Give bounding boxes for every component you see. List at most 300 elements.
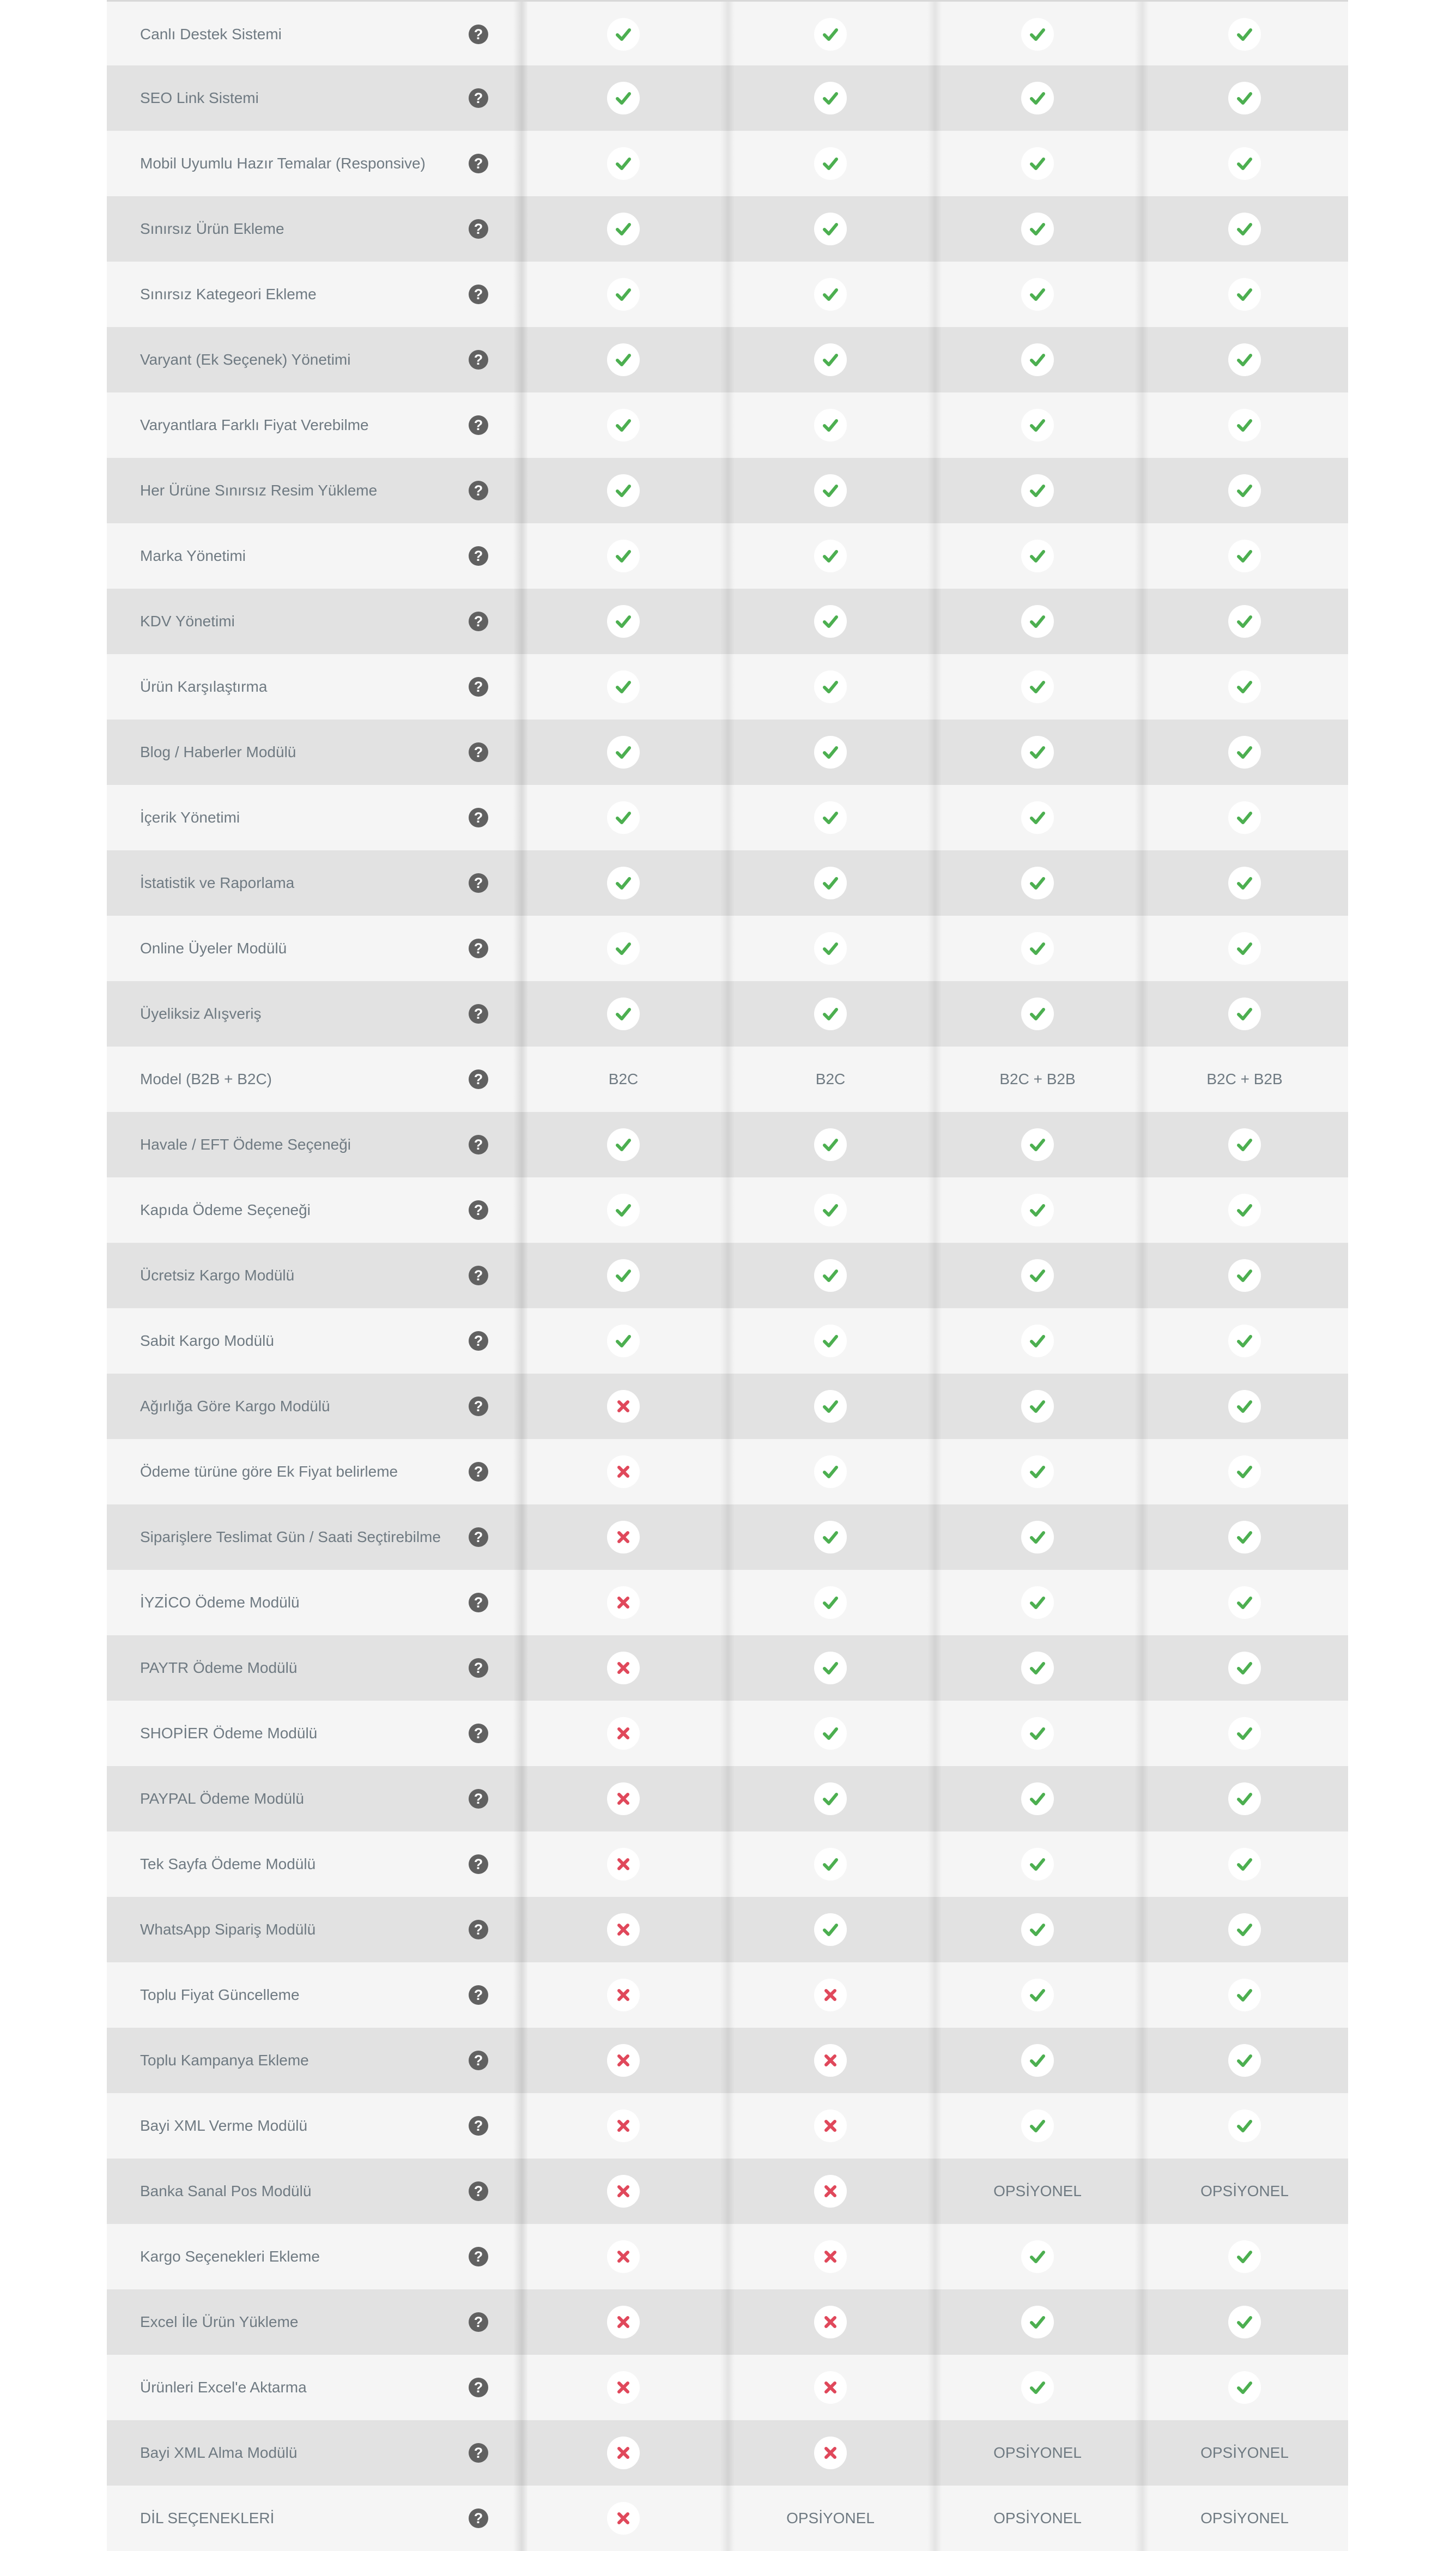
check-icon (814, 474, 847, 507)
check-icon (1021, 670, 1054, 703)
plan-3-cell (934, 2, 1141, 67)
question-circle-icon[interactable]: ? (469, 1985, 488, 2005)
check-icon (1228, 18, 1261, 51)
feature-label: Her Ürüne Sınırsız Resim Yükleme (140, 482, 378, 499)
cross-icon (607, 1913, 640, 1946)
feature-cell (107, 1766, 520, 1831)
check-icon (1021, 1194, 1054, 1226)
plan-3-cell (934, 2486, 1141, 2551)
cross-icon (814, 2306, 847, 2338)
check-icon (607, 409, 640, 442)
question-circle-icon[interactable]: ? (469, 1004, 488, 1024)
question-circle-icon[interactable]: ? (469, 1266, 488, 1285)
check-icon (1228, 343, 1261, 376)
feature-label: PAYTR Ödeme Modülü (140, 1659, 298, 1676)
question-circle-icon[interactable]: ? (469, 1069, 488, 1089)
plan-4-cell (1141, 1635, 1348, 1701)
plan-3-cell (934, 1897, 1141, 1962)
plan-1-cell (520, 850, 727, 916)
check-icon (1228, 1259, 1261, 1292)
table-row (107, 1962, 1348, 2028)
plan-3-cell (934, 2028, 1141, 2093)
plan-1-cell (520, 720, 727, 785)
plan-3-cell (934, 523, 1141, 589)
cross-icon (607, 2240, 640, 2273)
plan-3-cell (934, 2224, 1141, 2289)
feature-cell (107, 654, 520, 720)
plan-2-cell (727, 981, 934, 1047)
feature-cell (107, 785, 520, 850)
plan-2-cell (727, 1635, 934, 1701)
plan-1-cell (520, 654, 727, 720)
check-icon (607, 1325, 640, 1357)
feature-cell (107, 2289, 520, 2355)
check-icon (607, 474, 640, 507)
table-row (107, 65, 1348, 131)
plan-1-cell (520, 2028, 727, 2093)
plan-4-cell (1141, 327, 1348, 392)
feature-label: Toplu Fiyat Güncelleme (140, 1986, 300, 2003)
plan-4-cell (1141, 589, 1348, 654)
check-icon (814, 1325, 847, 1357)
plan-4-cell (1141, 458, 1348, 523)
plan-3-cell (934, 1374, 1141, 1439)
plan-4-cell (1141, 392, 1348, 458)
feature-label: İstatistik ve Raporlama (140, 874, 295, 891)
feature-label: KDV Yönetimi (140, 613, 235, 630)
feature-label: Bayi XML Alma Modülü (140, 2444, 298, 2461)
question-circle-icon[interactable]: ? (469, 1593, 488, 1612)
plan-1-cell (520, 1897, 727, 1962)
table-row (107, 1504, 1348, 1570)
feature-cell (107, 196, 520, 262)
check-icon (1228, 1652, 1261, 1684)
plan-4-cell (1141, 2289, 1348, 2355)
check-icon (1228, 1717, 1261, 1750)
question-circle-icon[interactable]: ? (469, 415, 488, 435)
check-icon (814, 670, 847, 703)
plan-4-cell (1141, 654, 1348, 720)
plan-1-cell (520, 981, 727, 1047)
table-row (107, 131, 1348, 196)
plan-3-cell (934, 1504, 1141, 1570)
question-circle-icon[interactable]: ? (469, 677, 488, 697)
check-icon (1228, 2306, 1261, 2338)
plan-2-cell (727, 654, 934, 720)
check-icon (1228, 1782, 1261, 1815)
check-icon (607, 670, 640, 703)
plan-3-cell (934, 589, 1141, 654)
plan-3-cell (934, 785, 1141, 850)
question-circle-icon[interactable]: ? (469, 1135, 488, 1154)
check-icon (814, 540, 847, 572)
check-icon (814, 736, 847, 769)
feature-label: WhatsApp Sipariş Modülü (140, 1921, 316, 1938)
question-circle-icon[interactable]: ? (469, 546, 488, 566)
question-circle-icon[interactable]: ? (469, 285, 488, 304)
question-circle-icon[interactable]: ? (469, 154, 488, 173)
feature-comparison-table (107, 0, 1348, 2551)
plan-1-cell (520, 2, 727, 67)
feature-cell (107, 1504, 520, 1570)
plan-3-cell (934, 720, 1141, 785)
table-row (107, 981, 1348, 1047)
feature-cell (107, 2486, 520, 2551)
check-icon (1228, 867, 1261, 899)
check-icon (607, 18, 640, 51)
question-circle-icon[interactable]: ? (469, 2051, 488, 2070)
question-circle-icon[interactable]: ? (469, 2443, 488, 2463)
question-circle-icon[interactable]: ? (469, 1724, 488, 1743)
table-row (107, 2028, 1348, 2093)
plan-1-cell (520, 1635, 727, 1701)
plan-1-cell (520, 392, 727, 458)
cross-icon (607, 1652, 640, 1684)
question-circle-icon[interactable]: ? (469, 808, 488, 827)
feature-cell (107, 2420, 520, 2486)
question-circle-icon[interactable]: ? (469, 2508, 488, 2528)
check-icon (607, 278, 640, 311)
check-icon (1021, 1979, 1054, 2011)
question-circle-icon[interactable]: ? (469, 350, 488, 370)
check-icon (814, 1652, 847, 1684)
question-circle-icon[interactable]: ? (469, 1397, 488, 1416)
feature-cell (107, 1635, 520, 1701)
table-row (107, 720, 1348, 785)
plan-1-cell (520, 1570, 727, 1635)
feature-label: Üyeliksiz Alışveriş (140, 1005, 262, 1022)
table-row (107, 916, 1348, 981)
plan-3-cell (934, 2093, 1141, 2159)
plan-value-text: OPSİYONEL (993, 2510, 1082, 2526)
table-row (107, 1766, 1348, 1831)
plan-4-cell (1141, 850, 1348, 916)
question-circle-icon[interactable]: ? (469, 939, 488, 958)
check-icon (814, 409, 847, 442)
question-circle-icon[interactable]: ? (469, 1462, 488, 1482)
plan-1-cell (520, 1047, 727, 1112)
plan-1-cell (520, 2093, 727, 2159)
feature-cell (107, 392, 520, 458)
feature-label: Siparişlere Teslimat Gün / Saati Seçtirebilme (140, 1528, 441, 1545)
check-icon (607, 1194, 640, 1226)
feature-label: PAYPAL Ödeme Modülü (140, 1790, 304, 1807)
plan-1-cell (520, 1504, 727, 1570)
question-circle-icon[interactable]: ? (469, 481, 488, 500)
feature-cell (107, 523, 520, 589)
check-icon (1021, 605, 1054, 638)
feature-label: İYZİCO Ödeme Modülü (140, 1594, 300, 1611)
question-circle-icon[interactable]: ? (469, 2247, 488, 2266)
plan-3-cell (934, 2289, 1141, 2355)
plan-1-cell (520, 2159, 727, 2224)
plan-4-cell (1141, 1439, 1348, 1504)
plan-3-cell (934, 1962, 1141, 2028)
check-icon (1021, 1652, 1054, 1684)
feature-cell (107, 2093, 520, 2159)
check-icon (607, 213, 640, 245)
plan-4-cell (1141, 1766, 1348, 1831)
check-icon (607, 736, 640, 769)
check-icon (1021, 2371, 1054, 2404)
feature-cell (107, 1897, 520, 1962)
cross-icon (607, 2502, 640, 2535)
plan-value-text: B2C + B2B (999, 1071, 1076, 1087)
plan-1-cell (520, 1308, 727, 1374)
table-row (107, 2486, 1348, 2551)
question-circle-icon[interactable]: ? (469, 2378, 488, 2397)
cross-icon (607, 1586, 640, 1619)
check-icon (607, 932, 640, 965)
feature-cell (107, 2224, 520, 2289)
table-row (107, 392, 1348, 458)
check-icon (1021, 1390, 1054, 1423)
plan-2-cell (727, 589, 934, 654)
check-icon (1021, 932, 1054, 965)
table-row (107, 2159, 1348, 2224)
plan-1-cell (520, 1962, 727, 2028)
check-icon (1228, 801, 1261, 834)
table-row (107, 589, 1348, 654)
feature-label: Sabit Kargo Modülü (140, 1332, 274, 1349)
plan-3-cell (934, 65, 1141, 131)
plan-3-cell (934, 1243, 1141, 1308)
plan-4-cell (1141, 1504, 1348, 1570)
plan-2-cell (727, 2224, 934, 2289)
check-icon (814, 1586, 847, 1619)
plan-4-cell (1141, 1701, 1348, 1766)
plan-1-cell (520, 262, 727, 327)
question-circle-icon[interactable]: ? (469, 25, 488, 44)
plan-3-cell (934, 654, 1141, 720)
plan-4-cell (1141, 1177, 1348, 1243)
feature-label: Varyantlara Farklı Fiyat Verebilme (140, 416, 369, 433)
table-row (107, 2289, 1348, 2355)
plan-1-cell (520, 523, 727, 589)
plan-value-text: B2C (608, 1071, 639, 1087)
plan-1-cell (520, 1112, 727, 1177)
check-icon (1228, 540, 1261, 572)
table-row (107, 1177, 1348, 1243)
plan-1-cell (520, 2289, 727, 2355)
feature-label: Marka Yönetimi (140, 547, 246, 564)
feature-label: Mobil Uyumlu Hazır Temalar (Responsive) (140, 155, 426, 172)
plan-2-cell (727, 1177, 934, 1243)
cross-icon (607, 1979, 640, 2011)
feature-label: Ürünleri Excel'e Aktarma (140, 2379, 307, 2396)
plan-2-cell (727, 785, 934, 850)
check-icon (1228, 998, 1261, 1030)
check-icon (1228, 2109, 1261, 2142)
plan-value-text: OPSİYONEL (1200, 2183, 1289, 2199)
plan-1-cell (520, 458, 727, 523)
plan-2-cell (727, 720, 934, 785)
question-circle-icon[interactable]: ? (469, 1200, 488, 1220)
plan-3-cell (934, 1177, 1141, 1243)
plan-2-cell (727, 1766, 934, 1831)
table-row (107, 1701, 1348, 1766)
table-row (107, 1374, 1348, 1439)
check-icon (1228, 1194, 1261, 1226)
plan-4-cell (1141, 1047, 1348, 1112)
feature-cell (107, 589, 520, 654)
table-row (107, 1439, 1348, 1504)
feature-label: Sınırsız Kategeori Ekleme (140, 286, 317, 303)
cross-icon (607, 2109, 640, 2142)
question-circle-icon[interactable]: ? (469, 612, 488, 631)
check-icon (1228, 932, 1261, 965)
check-icon (1228, 1848, 1261, 1881)
question-circle-icon[interactable]: ? (469, 742, 488, 762)
check-icon (1228, 1325, 1261, 1357)
plan-4-cell (1141, 262, 1348, 327)
table-row (107, 523, 1348, 589)
check-icon (814, 147, 847, 180)
check-icon (607, 147, 640, 180)
check-icon (1021, 18, 1054, 51)
check-icon (1021, 1913, 1054, 1946)
feature-label: Ürün Karşılaştırma (140, 678, 268, 695)
plan-3-cell (934, 981, 1141, 1047)
question-circle-icon[interactable]: ? (469, 2181, 488, 2201)
plan-3-cell (934, 1308, 1141, 1374)
feature-label: DİL SEÇENEKLERİ (140, 2510, 275, 2526)
check-icon (814, 1717, 847, 1750)
check-icon (1021, 998, 1054, 1030)
check-icon (1021, 1455, 1054, 1488)
feature-cell (107, 981, 520, 1047)
check-icon (1228, 1586, 1261, 1619)
check-icon (1021, 82, 1054, 114)
plan-1-cell (520, 1701, 727, 1766)
check-icon (814, 1194, 847, 1226)
cross-icon (607, 2306, 640, 2338)
plan-3-cell (934, 196, 1141, 262)
cross-icon (607, 2044, 640, 2077)
question-circle-icon[interactable]: ? (469, 219, 488, 239)
plan-2-cell (727, 1570, 934, 1635)
cross-icon (607, 1848, 640, 1881)
plan-2-cell (727, 458, 934, 523)
check-icon (1021, 2044, 1054, 2077)
cross-icon (607, 2175, 640, 2208)
plan-2-cell (727, 2093, 934, 2159)
plan-1-cell (520, 1766, 727, 1831)
check-icon (1228, 147, 1261, 180)
check-icon (814, 932, 847, 965)
check-icon (607, 605, 640, 638)
plan-2-cell (727, 850, 934, 916)
check-icon (1228, 736, 1261, 769)
plan-3-cell (934, 1701, 1141, 1766)
question-circle-icon[interactable]: ? (469, 1527, 488, 1547)
table-row (107, 327, 1348, 392)
question-circle-icon[interactable]: ? (469, 873, 488, 893)
question-circle-icon[interactable]: ? (469, 1789, 488, 1809)
plan-2-cell (727, 1439, 934, 1504)
feature-label: Tek Sayfa Ödeme Modülü (140, 1855, 316, 1872)
table-row (107, 458, 1348, 523)
check-icon (1228, 2240, 1261, 2273)
check-icon (1021, 1259, 1054, 1292)
question-circle-icon[interactable]: ? (469, 1658, 488, 1678)
plan-2-cell (727, 1962, 934, 2028)
check-icon (1228, 1521, 1261, 1553)
feature-label: Ödeme türüne göre Ek Fiyat belirleme (140, 1463, 398, 1480)
feature-label: Bayi XML Verme Modülü (140, 2117, 308, 2134)
plan-2-cell (727, 2159, 934, 2224)
feature-label: Ücretsiz Kargo Modülü (140, 1267, 295, 1284)
plan-2-cell (727, 2420, 934, 2486)
feature-label: Ağırlığa Göre Kargo Modülü (140, 1398, 330, 1414)
check-icon (814, 867, 847, 899)
plan-2-cell (727, 1504, 934, 1570)
plan-1-cell (520, 1243, 727, 1308)
check-icon (1021, 213, 1054, 245)
plan-4-cell (1141, 1112, 1348, 1177)
cross-icon (607, 2437, 640, 2469)
plan-2-cell (727, 1701, 934, 1766)
check-icon (814, 18, 847, 51)
check-icon (1021, 867, 1054, 899)
plan-1-cell (520, 916, 727, 981)
plan-4-cell (1141, 2093, 1348, 2159)
table-row (107, 262, 1348, 327)
plan-2-cell (727, 523, 934, 589)
table-row (107, 2224, 1348, 2289)
table-row (107, 2420, 1348, 2486)
plan-2-cell (727, 1897, 934, 1962)
question-circle-icon[interactable]: ? (469, 1854, 488, 1874)
check-icon (1228, 1128, 1261, 1161)
check-icon (814, 1259, 847, 1292)
feature-cell (107, 1701, 520, 1766)
question-circle-icon[interactable]: ? (469, 2312, 488, 2332)
plan-4-cell (1141, 523, 1348, 589)
check-icon (607, 343, 640, 376)
table-row (107, 1112, 1348, 1177)
feature-cell (107, 2159, 520, 2224)
feature-label: Varyant (Ek Seçenek) Yönetimi (140, 351, 351, 368)
check-icon (607, 867, 640, 899)
plan-2-cell (727, 1831, 934, 1897)
feature-label: İçerik Yönetimi (140, 809, 240, 826)
plan-4-cell (1141, 2159, 1348, 2224)
plan-1-cell (520, 2486, 727, 2551)
check-icon (1021, 2240, 1054, 2273)
feature-cell (107, 850, 520, 916)
plan-2-cell (727, 2, 934, 67)
cross-icon (607, 1390, 640, 1423)
feature-cell (107, 262, 520, 327)
cross-icon (814, 2371, 847, 2404)
feature-label: Excel İle Ürün Yükleme (140, 2313, 299, 2330)
plan-4-cell (1141, 785, 1348, 850)
plan-1-cell (520, 2224, 727, 2289)
plan-3-cell (934, 1831, 1141, 1897)
question-circle-icon[interactable]: ? (469, 1331, 488, 1351)
feature-cell (107, 1112, 520, 1177)
plan-2-cell (727, 327, 934, 392)
cross-icon (607, 2371, 640, 2404)
plan-2-cell (727, 1243, 934, 1308)
cross-icon (607, 1521, 640, 1553)
question-circle-icon[interactable]: ? (469, 88, 488, 108)
question-circle-icon[interactable]: ? (469, 2116, 488, 2136)
question-circle-icon[interactable]: ? (469, 1920, 488, 1939)
check-icon (1021, 2109, 1054, 2142)
check-icon (814, 801, 847, 834)
